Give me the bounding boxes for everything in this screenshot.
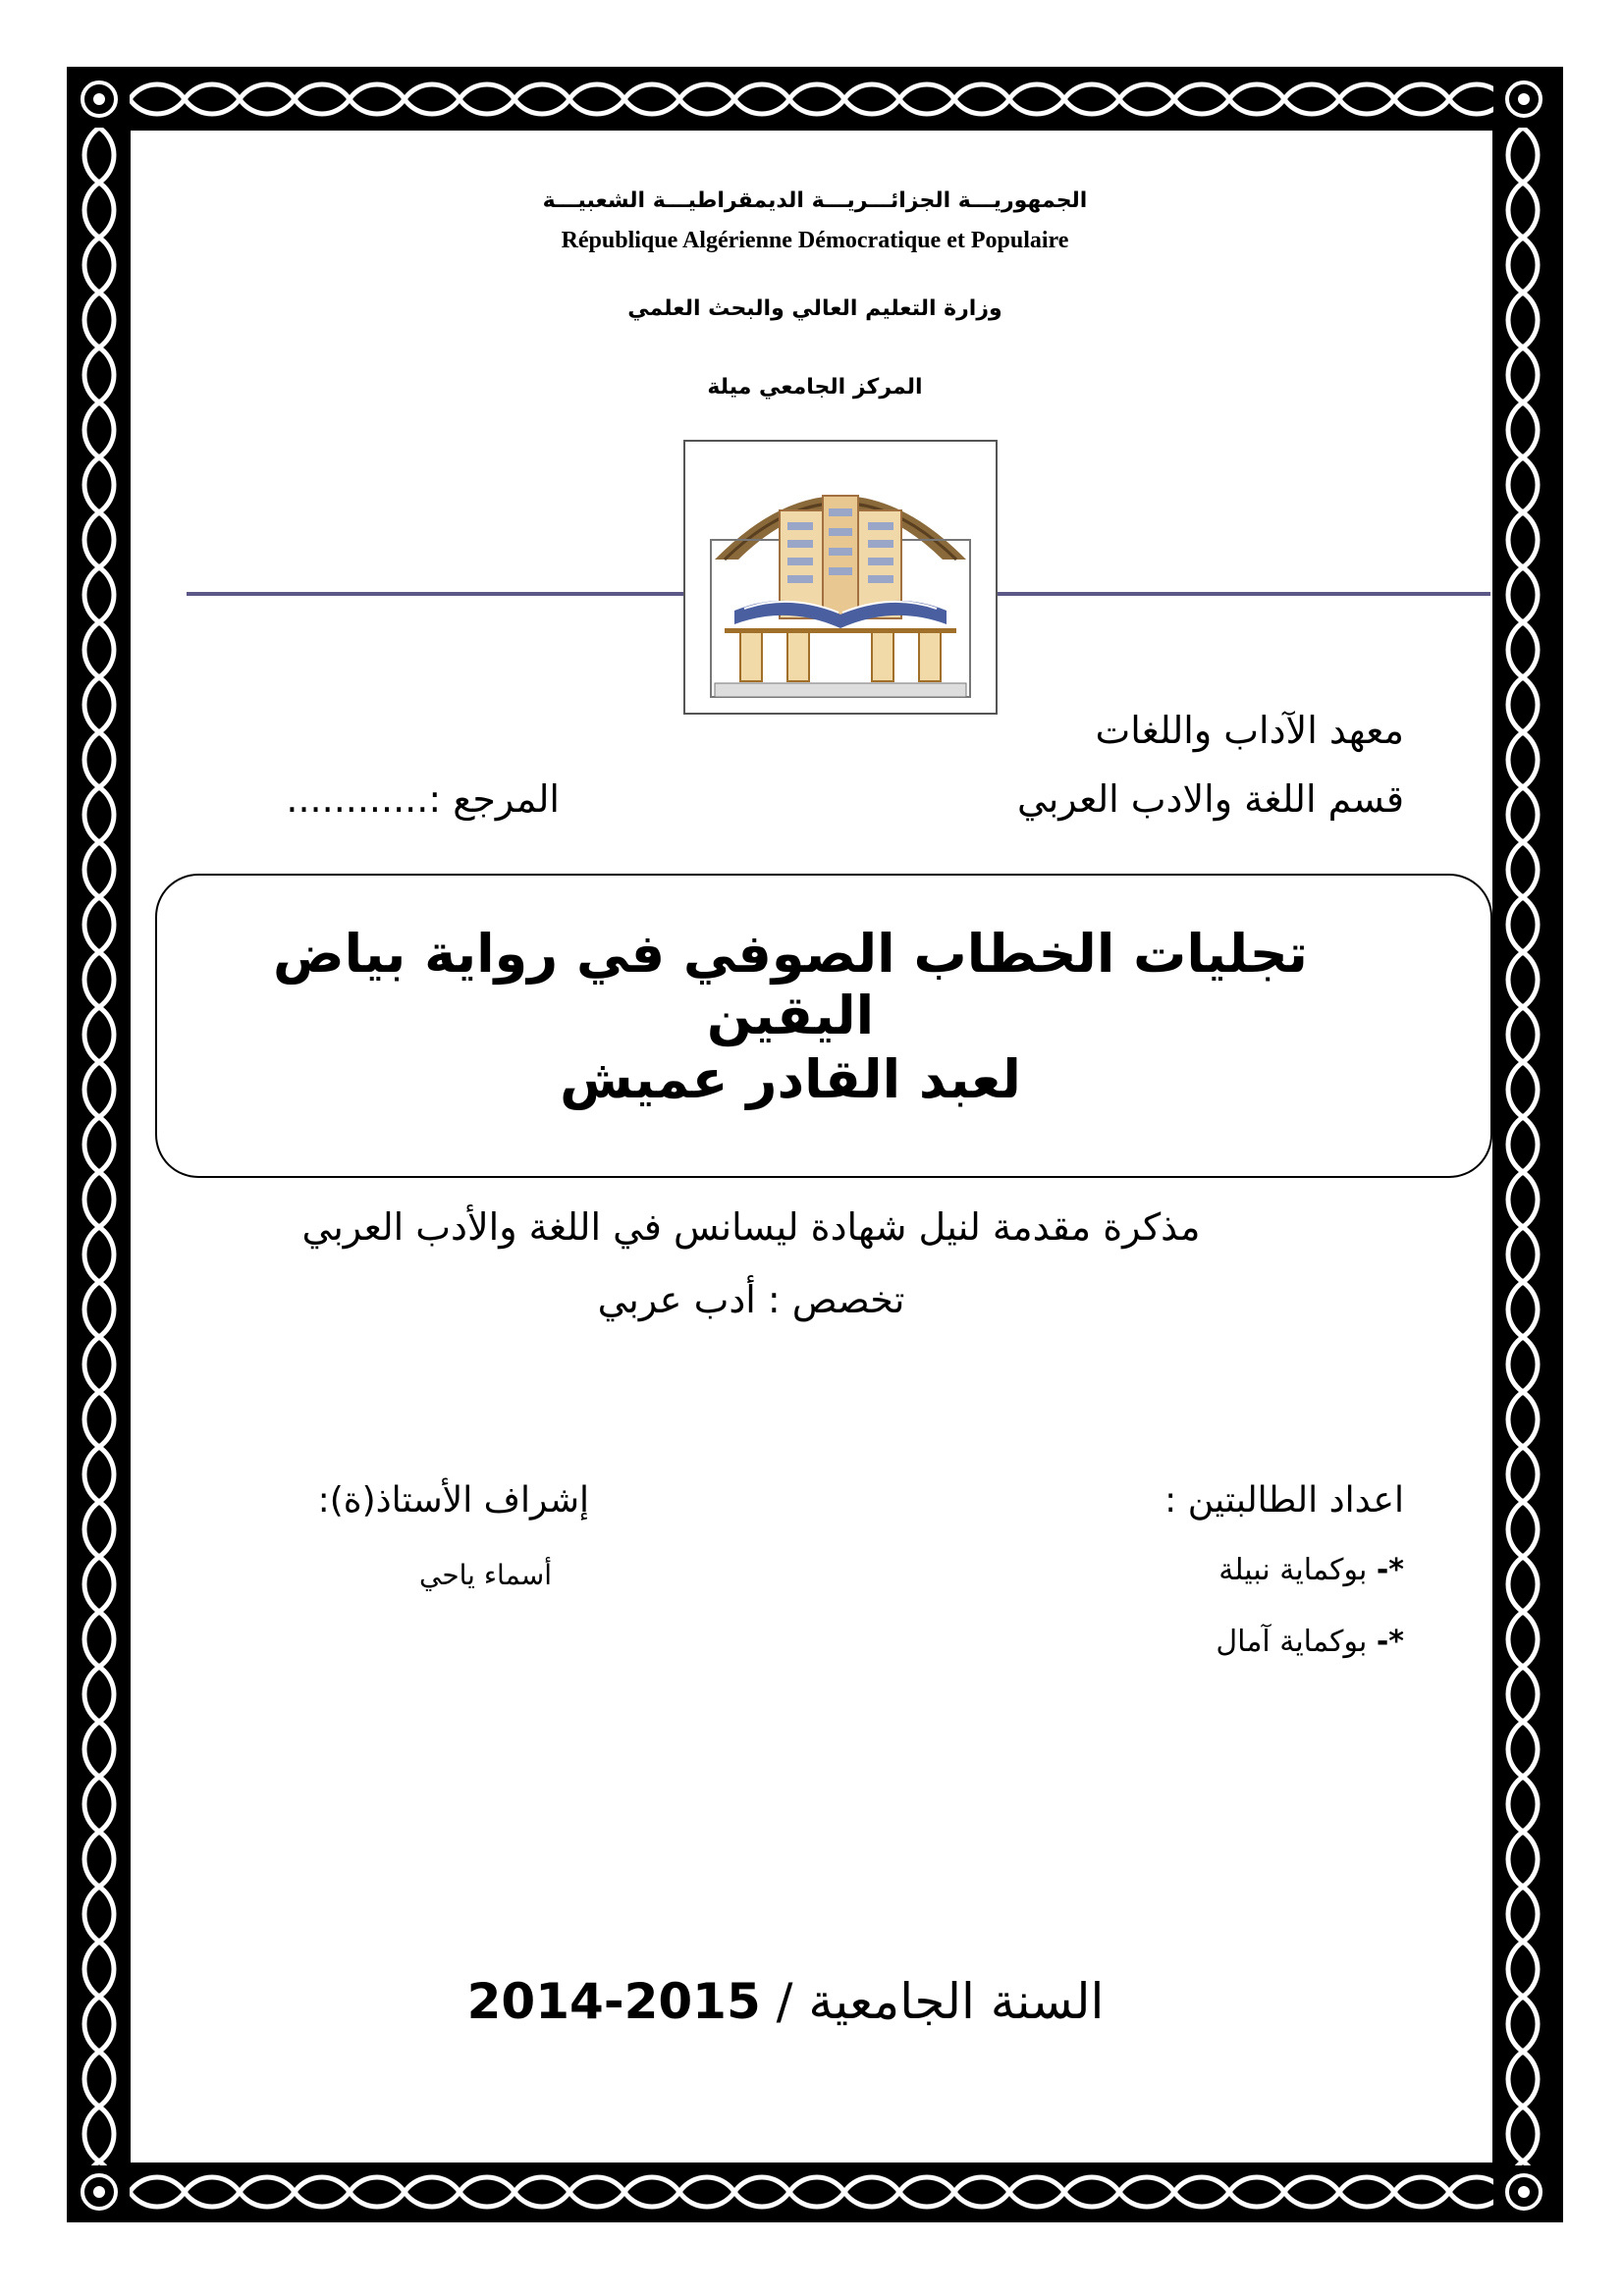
student-name: بوكماية نبيلة	[1218, 1553, 1368, 1587]
department-name: قسم اللغة والادب العربي	[1017, 777, 1404, 821]
student-name-1	[1011, 1553, 1404, 1587]
supervisor-name: أسماء ياحي	[419, 1559, 552, 1591]
institute-name: معهد الآداب واللغات	[1095, 709, 1404, 752]
students-label: اعداد الطالبتين :	[1164, 1480, 1404, 1521]
ministry-name: وزارة التعليم العالي والبحث العلمي	[627, 296, 1002, 321]
divider-line-left	[187, 592, 683, 596]
chain-pattern-left	[75, 128, 124, 2165]
chain-pattern-top	[130, 75, 1493, 124]
thesis-title-line-1: تجليات الخطاب الصوفي في رواية بياض اليقين	[273, 923, 1308, 1046]
academic-year-value: 2015-2014	[466, 1973, 761, 2030]
academic-year-label: السنة الجامعية /	[776, 1973, 1105, 2030]
student-name: بوكماية آمال	[1216, 1625, 1368, 1659]
border-chain-right	[1498, 128, 1547, 2165]
republic-name-arabic: الجمهوريـــة الجزائـــريـــة الديمقراطيـــة الشعبيـــة	[542, 188, 1088, 213]
thesis-title-line-2: لعبد القادر عميش	[560, 1048, 1021, 1110]
reference-number: المرجع :............	[286, 777, 560, 821]
corner-ornament-icon	[73, 2165, 126, 2218]
chain-pattern-bottom	[130, 2167, 1493, 2216]
university-center-name: المركز الجامعي ميلة	[707, 375, 923, 400]
border-chain-left	[75, 128, 124, 2165]
corner-ornament-icon	[1497, 73, 1550, 126]
specialty: تخصص : أدب عربي	[597, 1278, 905, 1321]
university-logo	[683, 440, 998, 715]
academic-year	[295, 1973, 1276, 2030]
republic-name-french: République Algérienne Démocratique et Populaire	[561, 228, 1069, 253]
border-chain-bottom	[130, 2167, 1493, 2216]
chain-pattern-right	[1498, 128, 1547, 2165]
university-center-mila-logo-icon	[685, 442, 996, 713]
corner-ornament-icon	[1497, 2165, 1550, 2218]
border-chain-top	[130, 75, 1493, 124]
degree-statement: مذكرة مقدمة لنيل شهادة ليسانس في اللغة والأدب العربي	[301, 1205, 1201, 1249]
supervisor-label: إشراف الأستاذ(ة):	[317, 1480, 589, 1521]
list-bullet: *-	[1376, 1625, 1404, 1659]
student-name-2	[1011, 1625, 1404, 1659]
list-bullet: *-	[1376, 1553, 1404, 1587]
corner-ornament-icon	[73, 73, 126, 126]
divider-line-right	[998, 592, 1490, 596]
